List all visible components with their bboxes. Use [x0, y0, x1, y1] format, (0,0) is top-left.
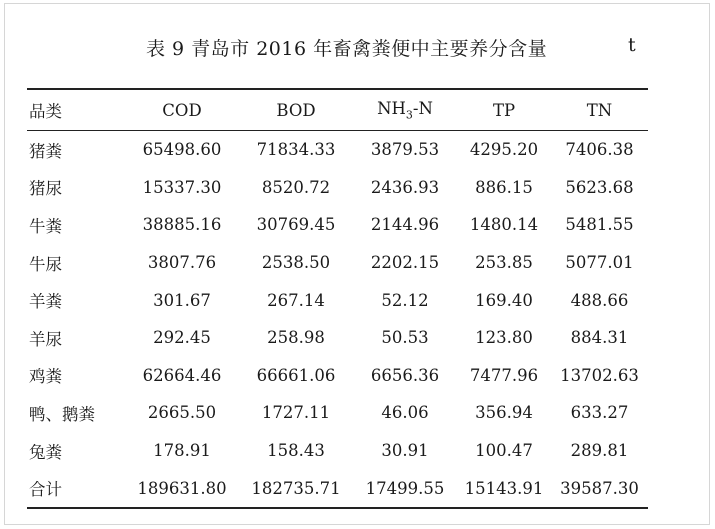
- cell-bod: 66661.06: [256, 365, 336, 385]
- cell-tp: 356.94: [475, 403, 533, 423]
- table-row: [27, 432, 648, 470]
- cell-tn: 488.66: [570, 290, 629, 310]
- cell-bod: 267.14: [267, 290, 325, 310]
- table-row: [27, 281, 648, 319]
- cell-tn: 289.81: [570, 441, 629, 461]
- table-unit: t: [628, 34, 636, 56]
- cell-bod: 258.98: [267, 328, 325, 348]
- cell-tp: 1480.14: [469, 215, 539, 235]
- cell-bod: 71834.33: [256, 140, 336, 160]
- table-caption: [0, 34, 715, 64]
- cell-nh3n: 2436.93: [370, 177, 440, 197]
- cell-tn: 13702.63: [560, 365, 639, 385]
- header-tp: TP: [492, 100, 516, 120]
- table-row: [27, 357, 648, 395]
- cell-cod: 2665.50: [147, 403, 217, 423]
- cell-bod: 158.43: [267, 441, 325, 461]
- cell-category: 合计: [29, 480, 62, 500]
- cell-tn: 633.27: [570, 403, 629, 423]
- cell-category: 牛粪: [29, 216, 62, 236]
- cell-nh3n: 17499.55: [365, 478, 445, 498]
- table-row: [27, 131, 648, 169]
- header-nh3n-pre: NH: [377, 98, 406, 118]
- cell-nh3n: 52.12: [381, 290, 429, 310]
- nutrient-table: [27, 88, 648, 509]
- cell-nh3n: 3879.53: [370, 140, 440, 160]
- cell-category: 猪尿: [29, 179, 62, 199]
- cell-tp: 7477.96: [469, 365, 539, 385]
- cell-cod: 292.45: [153, 328, 211, 348]
- cell-tp: 15143.91: [464, 478, 544, 498]
- cell-bod: 182735.71: [251, 478, 341, 498]
- cell-category: 牛尿: [29, 254, 62, 274]
- cell-bod: 2538.50: [261, 253, 331, 273]
- cell-tp: 4295.20: [469, 140, 539, 160]
- cell-cod: 15337.30: [142, 177, 222, 197]
- header-bod: BOD: [276, 100, 316, 120]
- header-row: [27, 89, 648, 131]
- cell-category: 兔粪: [29, 442, 62, 462]
- total-row: [27, 469, 648, 508]
- cell-tn: 5623.68: [565, 177, 634, 197]
- cell-cod: 62664.46: [142, 365, 222, 385]
- cell-cod: 178.91: [153, 441, 211, 461]
- header-nh3n-post: -N: [412, 98, 433, 118]
- cell-bod: 1727.11: [261, 403, 331, 423]
- cell-cod: 65498.60: [142, 140, 222, 160]
- header-category: 品类: [29, 102, 62, 121]
- cell-tp: 253.85: [475, 253, 533, 273]
- cell-nh3n: 6656.36: [370, 365, 440, 385]
- cell-nh3n: 50.53: [381, 328, 429, 348]
- cell-category: 猪粪: [29, 141, 62, 161]
- table-title: 表 9 青岛市 2016 年畜禽粪便中主要养分含量: [146, 38, 548, 60]
- header-cod: COD: [162, 100, 202, 120]
- cell-nh3n: 2144.96: [370, 215, 440, 235]
- cell-tn: 5481.55: [565, 215, 634, 235]
- header-tn: TN: [586, 100, 613, 120]
- cell-cod: 3807.76: [147, 253, 217, 273]
- table-row: [27, 394, 648, 432]
- header-nh3n: [353, 89, 457, 131]
- cell-cod: 189631.80: [137, 478, 227, 498]
- cell-category: 羊尿: [29, 329, 62, 349]
- table-row: [27, 319, 648, 357]
- cell-cod: 301.67: [153, 290, 211, 310]
- cell-nh3n: 46.06: [381, 403, 429, 423]
- header-nh3n-sub: 3: [405, 108, 413, 122]
- table-row: [27, 206, 648, 244]
- cell-category: 羊粪: [29, 292, 62, 312]
- cell-nh3n: 30.91: [381, 441, 429, 461]
- cell-bod: 8520.72: [261, 177, 331, 197]
- cell-tn: 5077.01: [565, 253, 634, 273]
- cell-tn: 884.31: [570, 328, 629, 348]
- table-row: [27, 169, 648, 207]
- cell-nh3n: 2202.15: [370, 253, 440, 273]
- table-row: [27, 244, 648, 282]
- cell-tn: 39587.30: [560, 478, 639, 498]
- cell-cod: 38885.16: [142, 215, 222, 235]
- cell-tp: 169.40: [475, 290, 533, 310]
- cell-bod: 30769.45: [256, 215, 336, 235]
- cell-tn: 7406.38: [565, 140, 634, 160]
- cell-tp: 100.47: [475, 441, 533, 461]
- cell-tp: 886.15: [475, 177, 533, 197]
- cell-category: 鸡粪: [29, 367, 62, 387]
- cell-category: 鸭、鹅粪: [29, 404, 95, 424]
- cell-tp: 123.80: [475, 328, 533, 348]
